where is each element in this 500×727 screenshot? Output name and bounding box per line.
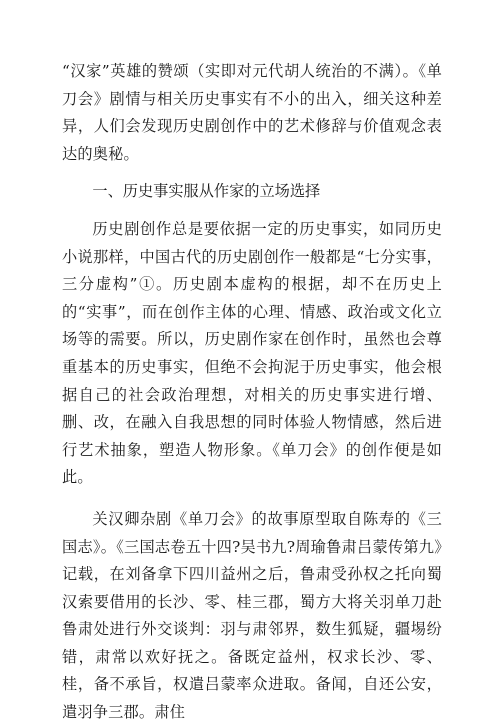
paragraph-spacer	[62, 206, 442, 216]
document-page	[62, 58, 442, 727]
section-heading: 一、历史事实服从作家的立场选择	[92, 182, 321, 201]
paragraph-intro: “汉家”英雄的赞颂（实即对元代胡人统治的不满）。《单刀会》剧情与相关历史事实有不小的出入，细关这种差异，人们会发现历史剧创作中的艺术修辞与价值观念表达的奥秘。	[62, 62, 442, 163]
paragraph-spacer	[62, 492, 442, 506]
paragraph-body-1: 历史剧创作总是要依据一定的历史事实，如同历史小说那样，中国古代的历史剧创作一般都是“七分实事，三分虚构”①。历史剧本虚构的根据，却不在历史上的“实事”，而在创作主体的心理、情感、政治或文化立场等的需要。所以，历史剧作家在创作时，虽然也会尊重基本的历史事实，但绝不会拘泥于历史事实，他会根据自己的社会政治理想，对相关的历史事实进行增、删、改，在融入自我思想的同时体验人物情感，然后进行艺术抽象，塑造人物形象。《单刀会》的创作便是如此。	[62, 219, 442, 487]
paragraph-body-2: 关汉卿杂剧《单刀会》的故事原型取自陈寿的《三国志》。《三国志卷五十四?吴书九?周瑜鲁肃吕蒙传第九》记载，在刘备拿下四川益州之后，鲁肃受孙权之托向蜀汉索要借用的长沙、零、桂三郡，蜀方大将关羽单刀赴鲁肃处进行外交谈判：羽与肃邻界，数生狐疑，疆埸纷错，肃常以欢好抚之。备既定益州，权求长沙、零、桂，备不承旨，权遣吕蒙率众进取。备闻，自还公安，遣羽争三郡。肃住	[62, 509, 442, 722]
paragraph-spacer	[62, 168, 442, 178]
